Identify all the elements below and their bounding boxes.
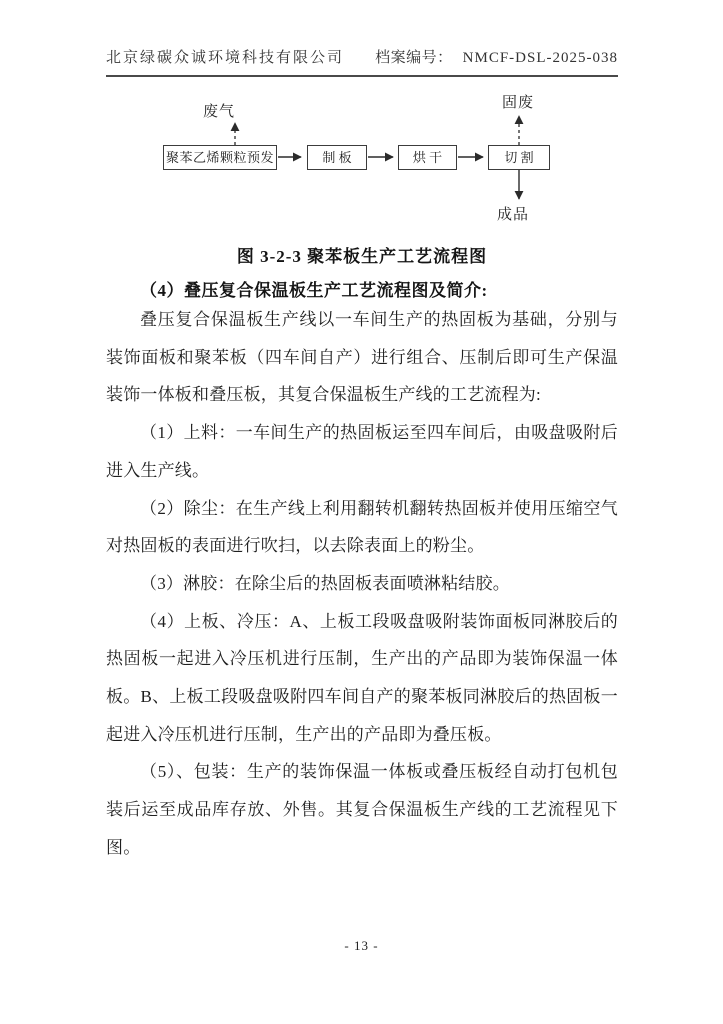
solid-waste-label: 固废 <box>502 95 535 111</box>
header-company-name: 北京绿碳众诚环境科技有限公司 <box>106 50 345 66</box>
figure-caption: 图 3-2-3 聚苯板生产工艺流程图 <box>236 247 488 266</box>
flowchart-box-pre-expansion: 聚苯乙烯颗粒预发 <box>163 145 277 170</box>
page-header <box>106 46 618 77</box>
page-footer <box>0 938 723 954</box>
paragraph-intro: 叠压复合保温板生产线以一车间生产的热固板为基础，分别与装饰面板和聚苯板（四车间自产）进行组合、压制后即可生产保温装饰一体板和叠压板，其复合保温板生产线的工艺流程为: <box>106 310 618 405</box>
header-archive-number <box>375 46 618 67</box>
archive-label: 档案编号： <box>375 50 453 66</box>
section-heading: （4）叠压复合保温板生产工艺流程图及简介: <box>140 281 488 300</box>
product-label: 成品 <box>497 207 530 223</box>
process-flowchart <box>0 90 723 230</box>
paragraph-step-1: （1）上料：一车间生产的热固板运至四车间后，由吸盘吸附后进入生产线。 <box>106 423 618 480</box>
flowchart-box-drying: 烘 干 <box>398 145 457 170</box>
archive-no-value: NMCF-DSL-2025-038 <box>462 50 618 66</box>
flowchart-box-plate-making: 制 板 <box>307 145 367 170</box>
paragraph-step-3: （3）淋胶：在除尘后的热固板表面喷淋粘结胶。 <box>140 573 510 593</box>
body-text <box>106 301 618 867</box>
flowchart-box-cutting: 切 割 <box>488 145 550 170</box>
paragraph-step-4: （4）上板、冷压：A、上板工段吸盘吸附装饰面板同淋胶后的热固板一起进入冷压机进行压制，生产出的产品即为装饰保温一体板。B、上板工段吸盘吸附四车间自产的聚苯板同淋胶后的热固板一起进入冷压机进行压制，生产出的产品即为叠压板。 <box>106 611 618 744</box>
page-number: - 13 - <box>344 938 379 953</box>
paragraph-step-5: （5）、包装：生产的装饰保温一体板或叠压板经自动打包机包装后运至成品库存放、外售。其复合保温板生产线的工艺流程见下图。 <box>106 762 618 857</box>
waste-gas-label: 废气 <box>203 104 236 120</box>
paragraph-step-2: （2）除尘：在生产线上利用翻转机翻转热固板并使用压缩空气对热固板的表面进行吹扫，以去除表面上的粉尘。 <box>106 498 618 556</box>
